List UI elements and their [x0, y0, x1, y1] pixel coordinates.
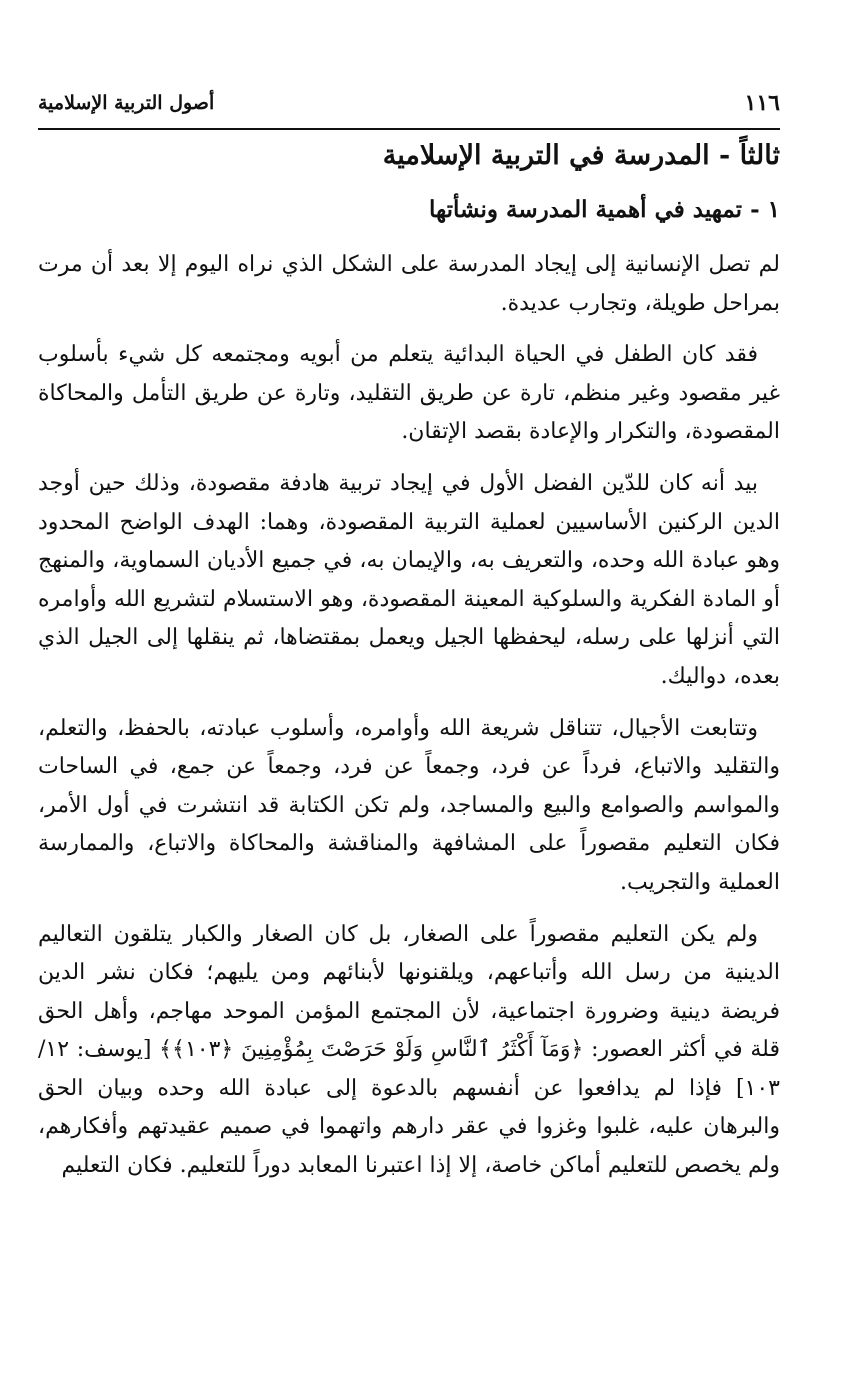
- page-number: ١١٦: [744, 90, 780, 116]
- running-header: [38, 86, 780, 120]
- header-rule: [38, 128, 780, 130]
- paragraph: فقد كان الطفل في الحياة البدائية يتعلم من أبويه ومجتمعه كل شيء بأسلوب غير مقصود وغير منظم، تارة عن طريق التقليد، وتارة عن طريق التأمل والمحاكاة المقصودة، والتكرار والإعادة بقصد الإتقان.: [38, 342, 780, 445]
- body-text: [38, 246, 780, 1199]
- subsection-title: ١ - تمهيد في أهمية المدرسة ونشأتها: [428, 196, 780, 223]
- section-title: ثالثاً - المدرسة في التربية الإسلامية: [382, 140, 780, 171]
- paragraph: بيد أنه كان للدّين الفضل الأول في إيجاد تربية هادفة مقصودة، وذلك حين أوجد الدين الركنين الأساسيين لعملية التربية المقصودة، وهما: الهدف الواضح المحدود وهو عبادة الله وحده، والتعريف به، والإيمان به، في جميع الأديان السماوية، والمنهج أو المادة الفكرية والسلوكية المعينة المقصودة، وهو الاستسلام لتشريع الله وأوامره التي أنزلها على رسله، ليحفظها الجيل ويعمل بمقتضاها، ثم ينقلها إلى الجيل الذي بعده، دواليك.: [38, 470, 780, 689]
- paragraph: وتتابعت الأجيال، تتناقل شريعة الله وأوامره، وأسلوب عبادته، بالحفظ، والتعلم، والتقليد والاتباع، فرداً عن فرد، وجمعاً عن فرد، وجمعاً عن جمع، في الساحات والمواسم والصوامع والبيع والمساجد، ولم تكن الكتابة قد انتشرت في أول الأمر، فكان التعليم مقصوراً على المشافهة والمناقشة والمحاكاة والاتباع، والممارسة العملية والتجريب.: [38, 715, 780, 895]
- paragraph: ولم يكن التعليم مقصوراً على الصغار، بل كان الصغار والكبار يتلقون التعاليم الدينية من رسل الله وأتباعهم، ويلقنونها لأبنائهم ومن يليهم؛ فكان نشر الدين فريضة دينية وضرورة اجتماعية، لأن المجتمع المؤمن الموحد مهاجم، وأهل الحق قلة في أكثر العصور: ﴿وَمَآ أَكْثَرُ ٱلنَّاسِ وَلَوْ حَرَصْتَ بِمُؤْمِنِينَ ﴿١٠٣﴾﴾ [يوسف: ١٢/ ١٠٣] فإذا لم يدافعوا عن أنفسهم بالدعوة إلى عبادة الله وحده وبيان الحق والبرهان عليه، غلبوا وغزوا في عقر دارهم واتهموا في صميم عقيدتهم وأفكارهم، ولم يخصص للتعليم أماكن خاصة، إلا إذا اعتبرنا المعابد دوراً للتعليم. فكان التعليم: [38, 921, 780, 1179]
- book-title: أصول التربية الإسلامية: [38, 92, 215, 114]
- book-page: [38, 0, 780, 1383]
- paragraph: لم تصل الإنسانية إلى إيجاد المدرسة على الشكل الذي نراه اليوم إلا بعد أن مرت بمراحل طويلة، وتجارب عديدة.: [38, 252, 780, 316]
